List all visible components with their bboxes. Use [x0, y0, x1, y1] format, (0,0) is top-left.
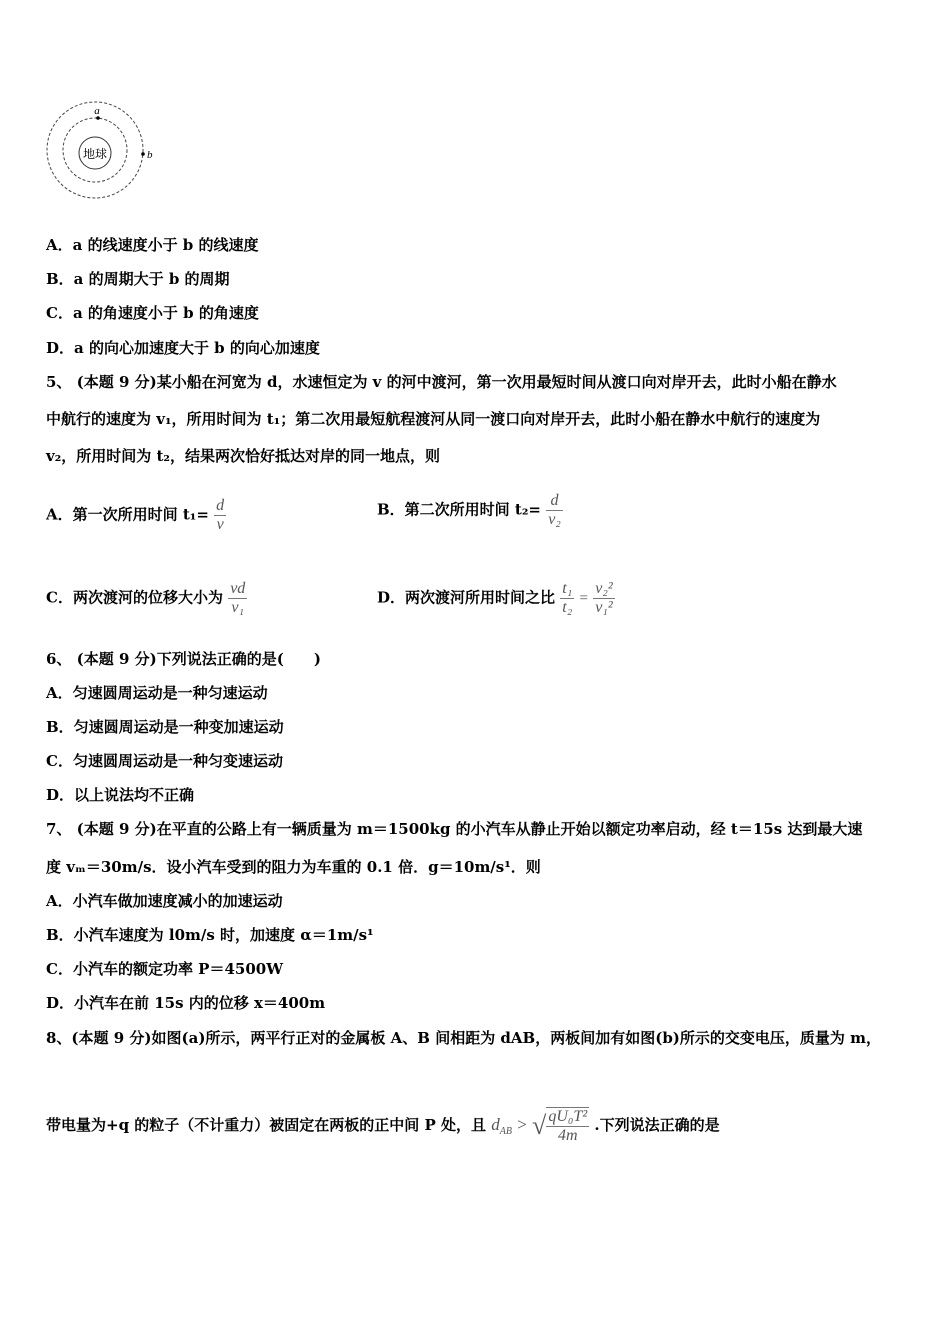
satellite-b-dot	[141, 152, 145, 156]
q5-stem-line2: 中航行的速度为 v₁，所用时间为 t₁；第二次用最短航程渡河从同一渡口向对岸开去，此时小船在静水中航行的速度为	[46, 410, 821, 428]
q5-option-b-den: v₂	[548, 511, 561, 528]
q8-math-op: >	[517, 1115, 527, 1134]
q5-option-d-rhs	[593, 580, 614, 617]
q8-stem-line2-post: .下列说法正确的是	[594, 1116, 720, 1134]
q7-option-d: D．小汽车在前 15s 内的位移 x＝400m	[46, 994, 326, 1012]
q4-option-d: D．a 的向心加速度大于 b 的向心加速度	[46, 339, 320, 357]
sqrt-icon: √	[532, 1111, 547, 1140]
q5-option-c-fraction	[228, 580, 247, 617]
q8-stem-line2	[46, 1105, 720, 1152]
q5-option-a-text: A．第一次所用时间 t₁=	[46, 505, 209, 524]
q7-option-a: A．小汽车做加速度减小的加速运动	[46, 892, 283, 910]
q7-stem-line2: 度 vₘ＝30m/s．设小汽车受到的阻力为车重的 0.1 倍．g＝10m/s¹．则	[46, 858, 541, 876]
q5-option-c	[46, 580, 247, 617]
q4-option-b: B．a 的周期大于 b 的周期	[46, 270, 230, 288]
q5-option-d-lhs	[560, 580, 574, 617]
q5-option-b-num: d	[550, 492, 559, 509]
earth-label: 地球	[82, 147, 108, 161]
q5-option-c-text: C．两次渡河的位移大小为	[46, 588, 223, 607]
q7-option-c: C．小汽车的额定功率 P＝4500W	[46, 960, 284, 978]
q5-option-d-rhs-num: v₂²	[595, 580, 613, 597]
q8-math-d: d	[491, 1115, 500, 1134]
q5-option-a-fraction	[214, 497, 226, 534]
q4-option-a: A．a 的线速度小于 b 的线速度	[46, 236, 259, 254]
orbit-diagram	[45, 100, 165, 205]
q5-option-d-lhs-den: t₂	[562, 599, 573, 616]
q5-option-c-den: v₁	[231, 599, 245, 616]
satellite-b-label: b	[147, 149, 153, 161]
q4-option-c: C．a 的角速度小于 b 的角速度	[46, 304, 259, 322]
q7-option-b: B．小汽车速度为 l0m/s 时，加速度 α＝1m/s¹	[46, 926, 374, 944]
q5-option-c-num: vd	[230, 580, 246, 597]
q5-option-b	[377, 492, 563, 529]
q6-option-c: C．匀速圆周运动是一种匀变速运动	[46, 752, 283, 770]
q5-stem-line1: 5、 (本题 9 分)某小船在河宽为 d，水速恒定为 v 的河中渡河，第一次用最短时间从渡口向对岸开去，此时小船在静水	[46, 373, 837, 391]
q6-stem: 6、 (本题 9 分)下列说法正确的是( )	[46, 650, 321, 668]
q8-stem-line1: 8、(本题 9 分)如图(a)所示，两平行正对的金属板 A、B 间相距为 dAB，两板间加有如图(b)所示的交变电压，质量为 m，	[46, 1029, 881, 1047]
q7-stem-line1: 7、 (本题 9 分)在平直的公路上有一辆质量为 m＝1500kg 的小汽车从静止开始以额定功率启动，经 t＝15s 达到最大速	[46, 820, 863, 838]
q8-sqrt-fraction	[546, 1107, 589, 1145]
q5-option-d-text: D．两次渡河所用时间之比	[377, 588, 556, 607]
q8-stem-line2-pre: 带电量为+q 的粒子（不计重力）被固定在两板的正中间 P 处，且	[46, 1116, 487, 1134]
q8-sqrt-den: 4m	[557, 1127, 578, 1144]
q8-sqrt-num: qU₀T²	[548, 1108, 588, 1125]
q6-option-d: D．以上说法均不正确	[46, 786, 195, 804]
q5-option-a	[46, 497, 226, 534]
q5-option-b-fraction	[546, 492, 563, 529]
q5-option-b-text: B．第二次所用时间 t₂=	[377, 500, 541, 519]
q5-option-a-den: v	[216, 516, 224, 533]
q8-math-sub: AB	[499, 1126, 512, 1137]
q5-option-d-lhs-num: t₁	[562, 580, 573, 597]
satellite-a-label: a	[94, 105, 100, 117]
q5-option-a-num: d	[216, 497, 225, 514]
q5-stem-line3: v₂，所用时间为 t₂，结果两次恰好抵达对岸的同一地点，则	[46, 447, 441, 465]
q6-option-b: B．匀速圆周运动是一种变加速运动	[46, 718, 284, 736]
q5-option-d-rhs-den: v₁²	[595, 599, 613, 616]
q6-option-a: A．匀速圆周运动是一种匀速运动	[46, 684, 268, 702]
q5-option-d: D．两次渡河所用时间之比 $\frac{\text{t₁}}{\text{t₂}}$ = $\frac{\text{v₂²}}{\text{v₁²}}$	[377, 580, 613, 616]
